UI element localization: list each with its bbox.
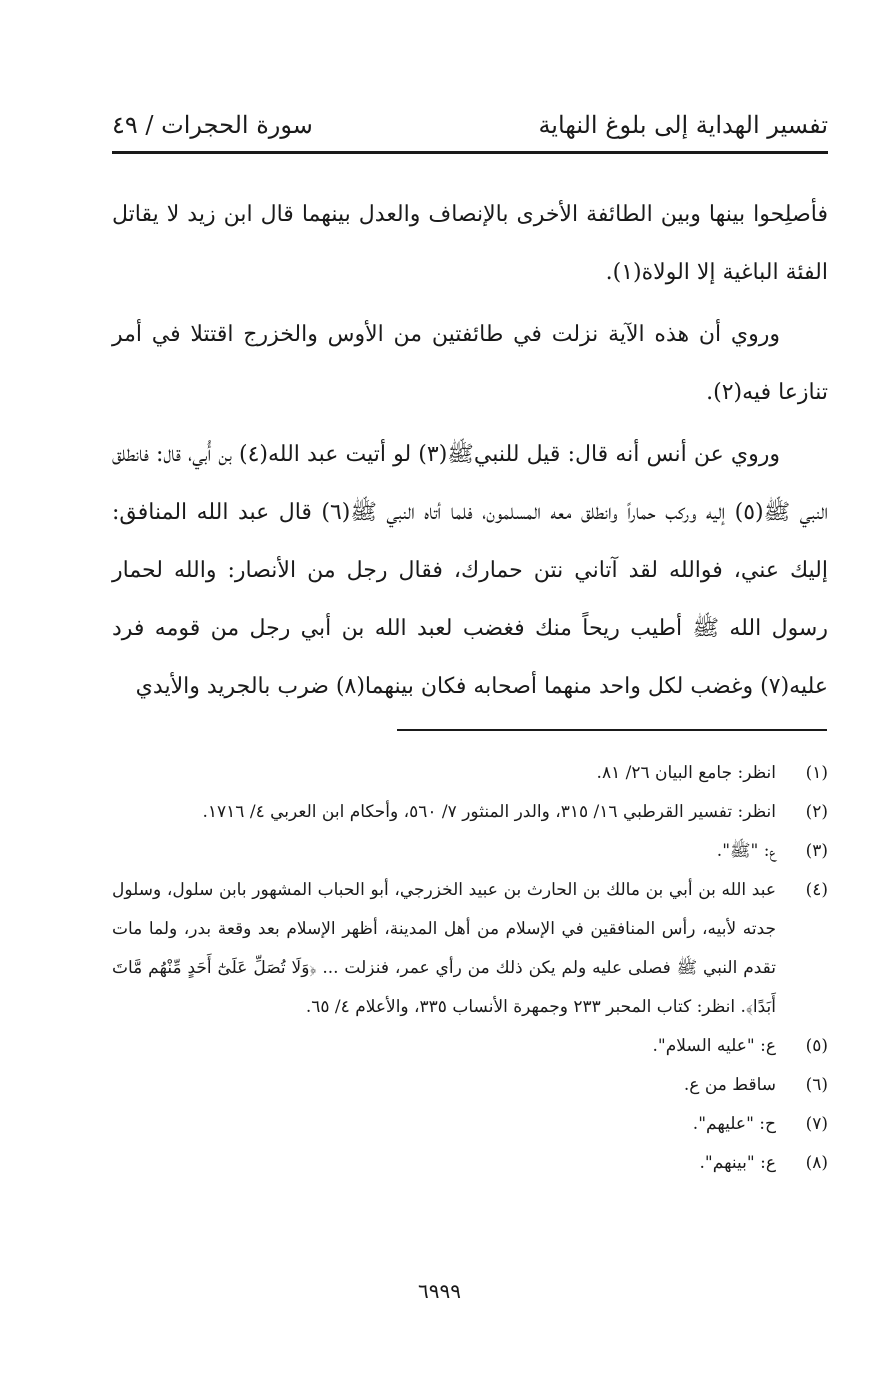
footnote xyxy=(112,832,828,871)
book-title: تفسير الهداية إلى بلوغ النهاية xyxy=(538,111,828,139)
footnote-number: (٥) xyxy=(805,1036,828,1056)
running-header xyxy=(112,108,828,142)
footnotes xyxy=(112,754,828,1183)
footnote-divider xyxy=(397,729,827,731)
footnote xyxy=(112,871,828,1027)
footnote-text: انظر: جامع البيان ٢٦/ ٨١. xyxy=(596,763,776,783)
footnote xyxy=(112,1066,828,1105)
footnote xyxy=(112,1144,828,1183)
paragraph: فأصلِحوا بينها وبين الطائفة الأخرى بالإنصاف والعدل بينهما قال ابن زيد لا يقاتل الفئة الباغية إلا الولاة(١). xyxy=(112,202,828,285)
footnote xyxy=(112,754,828,793)
surah-info: سورة الحجرات / ٤٩ xyxy=(112,111,313,139)
footnote xyxy=(112,793,828,832)
footnote-number: (٣) xyxy=(805,841,828,861)
footnote-number: (٤) xyxy=(805,880,828,900)
footnote-text: ع: "عليه السلام". xyxy=(652,1036,776,1056)
footnote-number: (٧) xyxy=(805,1114,828,1134)
footnote xyxy=(112,1105,828,1144)
footnote-text: عبد الله بن أبي بن مالك بن الحارث بن عبيد الخزرجي، أبو الحباب المشهور بابن سلول، وسلول جدته لأبيه، رأس المنافقين في الإسلام من أهل المدينة، أظهر الإسلام بعد وقعة بدر، ولما مات تقدم النبي ﷺ فصلى عليه ولم يكن ذلك من رأي عمر، فنزلت ... ﴿وَلَا تُصَلِّ عَلَىٰٓ أَحَدٍ مِّنْهُم مَّاتَ أَبَدًا﴾. انظر: كتاب المحبر ٢٣٣ وجمهرة الأنساب ٣٣٥، والأعلام ٤/ ٦٥. xyxy=(112,880,777,1017)
footnote-text: ساقط من ع. xyxy=(683,1075,776,1095)
paragraph: وروي أن هذه الآية نزلت في طائفتين من الأوس والخزرج اقتتلا في أمر تنازعا فيه(٢). xyxy=(112,322,828,405)
footnote-text: ع: "بينهم". xyxy=(699,1153,776,1173)
footnote-number: (٨) xyxy=(805,1153,828,1173)
footnote xyxy=(112,1027,828,1066)
page-number: ٦٩٩٩ xyxy=(418,1279,461,1303)
paragraph: وروي عن أنس أنه قال: قيل للنبيﷺ(٣) لو أتيت عبد الله(٤) بن أُبي، قال: فانطلق النبي ﷺ(٥) إليه وركب حماراً وانطلق معه المسلمون، فلما أتاه النبي ﷺ(٦) قال عبد الله المنافق: إليك عني، فوالله لقد آتاني نتن حمارك، فقال رجل من الأنصار: والله لحمار رسول الله ﷺ أطيب ريحاً منك فغضب لعبد الله بن أبي رجل من قومه فرد عليه(٧) وغضب لكل واحد منهما أصحابه فكان بينهما(٨) ضرب بالجريد والأيدي xyxy=(112,442,829,699)
footnote-text: ح: "عليهم". xyxy=(692,1114,776,1134)
main-text xyxy=(112,186,828,720)
header-divider xyxy=(112,151,828,154)
footnote-text: انظر: تفسير القرطبي ١٦/ ٣١٥، والدر المنثور ٧/ ٥٦٠، وأحكام ابن العربي ٤/ ١٧١٦. xyxy=(202,802,776,822)
footnote-number: (٢) xyxy=(805,802,828,822)
footnote-text: ع: "ﷺ". xyxy=(716,841,776,861)
footnote-number: (٦) xyxy=(805,1075,828,1095)
footnote-number: (١) xyxy=(805,763,828,783)
